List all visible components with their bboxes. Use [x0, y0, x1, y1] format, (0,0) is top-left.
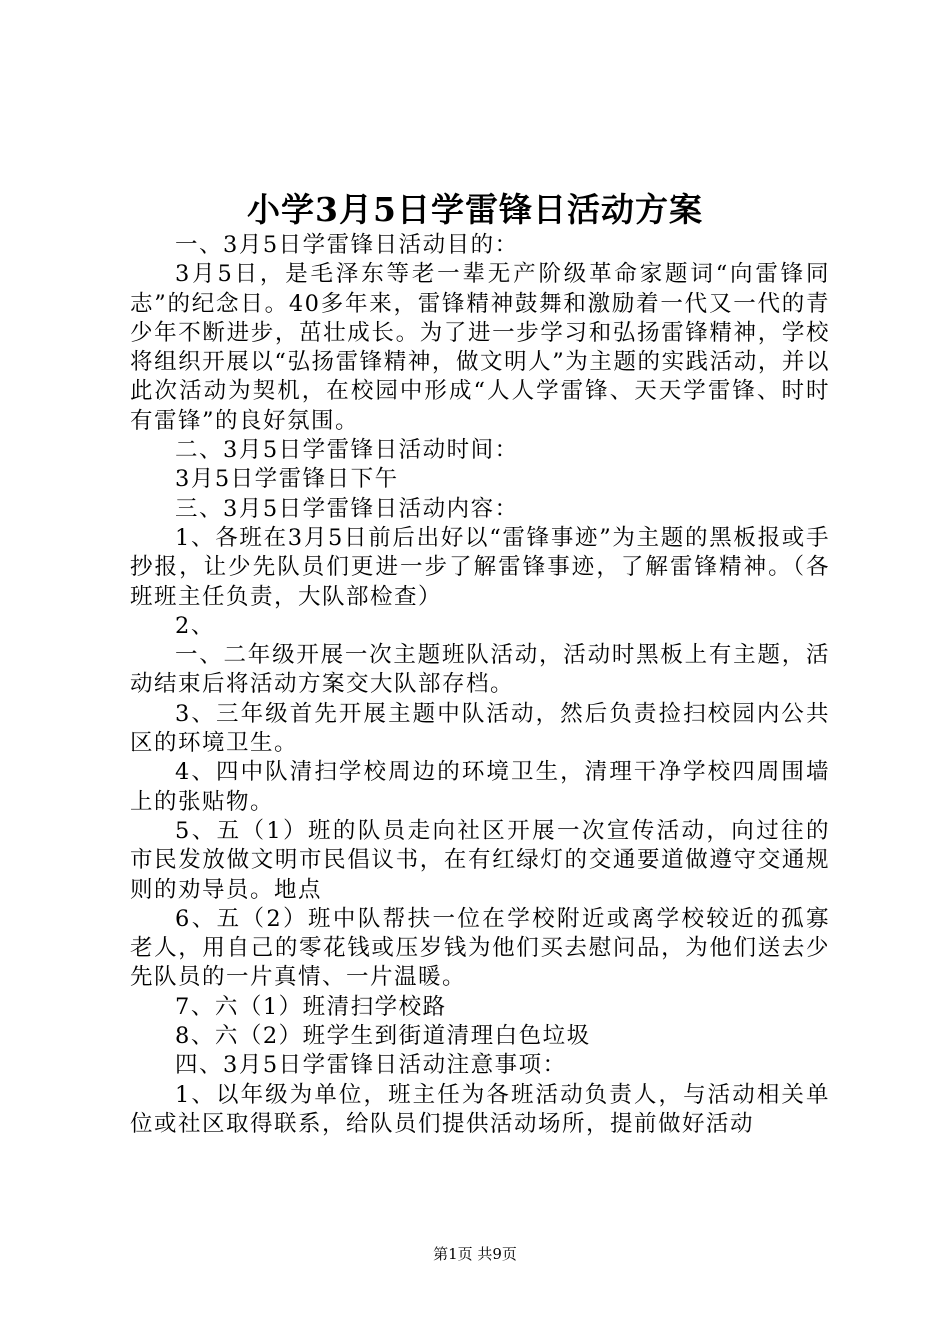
- paragraph-content-3: 3、三年级首先开展主题中队活动，然后负责捡扫校园内公共区的环境卫生。: [130, 700, 830, 757]
- paragraph-purpose: 3月5日，是毛泽东等老一辈无产阶级革命家题词“向雷锋同志”的纪念日。40多年来，雷锋精神鼓舞和激励着一代又一代的青少年不断进步，茁壮成长。为了进一步学习和弘扬雷锋精神，学校将组织开展以“弘扬雷锋精神，做文明人”为主题的实践活动，并以此次活动为契机，在校园中形成“人人学雷锋、天天学雷锋、时时有雷锋”的良好氛围。: [130, 261, 830, 434]
- paragraph-content-4: 4、四中队清扫学校周边的环境卫生，清理干净学校四周围墙上的张贴物。: [130, 759, 830, 815]
- paragraph-section-3-heading: 三、3月5日学雷锋日活动内容：: [175, 495, 519, 522]
- paragraph-content-6: 6、五（2）班中队帮扶一位在学校附近或离学校较近的孤寡老人，用自己的零花钱或压岁钱为他们买去慰问品，为他们送去少先队员的一片真情、一片温暖。: [130, 905, 830, 991]
- paragraph-content-2-detail: 一、二年级开展一次主题班队活动，活动时黑板上有主题，活动结束后将活动方案交大队部存档。: [130, 642, 830, 698]
- paragraph-content-7: 7、六（1）班清扫学校路: [175, 993, 447, 1020]
- document-body: [130, 231, 830, 1139]
- document-title: 小学3月5日学雷锋日活动方案: [247, 190, 703, 229]
- paragraph-content-1: 1、各班在3月5日前后出好以“雷锋事迹”为主题的黑板报或手抄报，让少先队员们更进一步了解雷锋事迹，了解雷锋精神。（各班班主任负责，大队部检查）: [130, 524, 830, 610]
- paragraph-time: 3月5日学雷锋日下午: [175, 466, 399, 493]
- paragraph-content-8: 8、六（2）班学生到街道清理白色垃圾: [175, 1023, 591, 1050]
- paragraph-content-2: 2、: [175, 612, 215, 639]
- paragraph-content-5: 5、五（1）班的队员走向社区开展一次宣传活动，向过往的市民发放做文明市民倡议书，在有红绿灯的交通要道做遵守交通规则的劝导员。地点: [130, 817, 830, 903]
- paragraph-notes-1: 1、以年级为单位，班主任为各班活动负责人，与活动相关单位或社区取得联系，给队员们提供活动场所，提前做好活动: [130, 1081, 830, 1137]
- paragraph-section-4-heading: 四、3月5日学雷锋日活动注意事项：: [175, 1052, 567, 1079]
- paragraph-section-1-heading: 一、3月5日学雷锋日活动目的：: [175, 232, 519, 258]
- page-number-footer: 第1页 共9页: [433, 1245, 517, 1263]
- paragraph-section-2-heading: 二、3月5日学雷锋日活动时间：: [175, 437, 519, 464]
